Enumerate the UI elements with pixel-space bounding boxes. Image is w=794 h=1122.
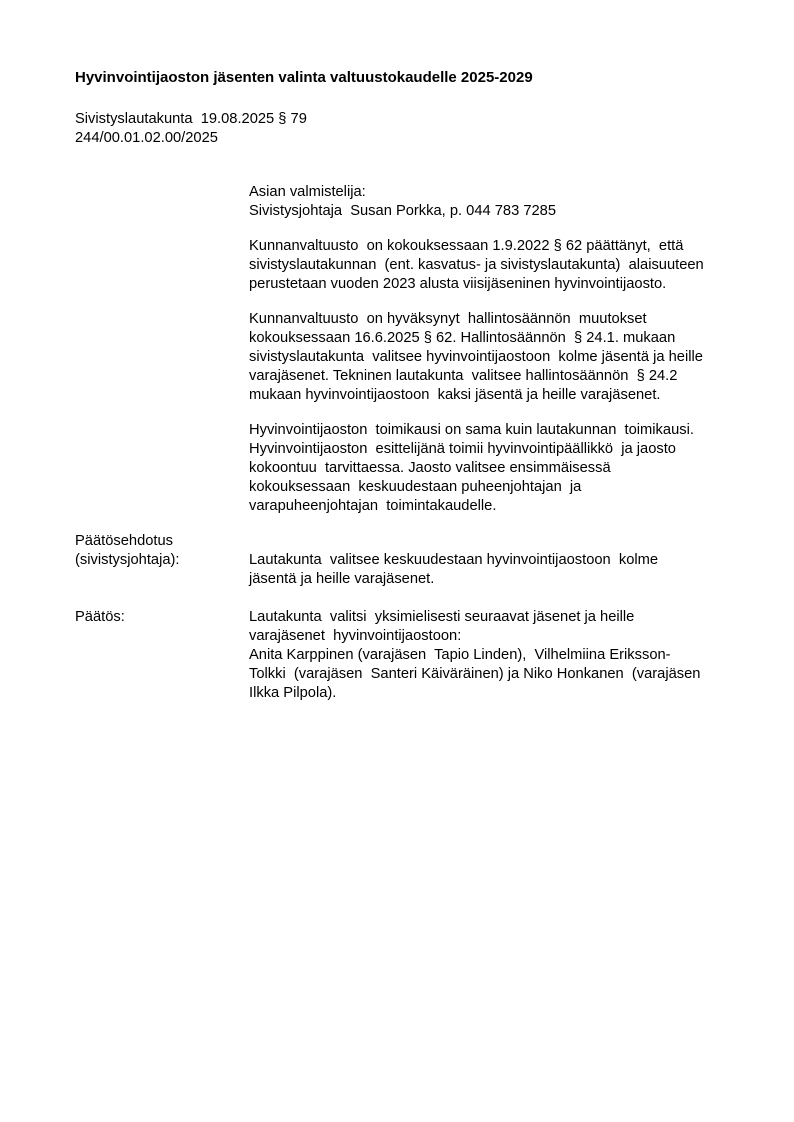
decision-row — [75, 608, 755, 703]
decision-text: Lautakunta valitsi yksimielisesti seuraavat jäsenet ja heille varajäsenet hyvinvointijaostoon: Anita Karppinen (varajäsen Tapio Linden), Vilhelmiina Eriksson- Tolkki (varajäsen Santeri Käiväräinen) ja Niko Honkanen (varajäsen Ilkka Pilpola). — [249, 609, 701, 701]
committee-date-line: Sivistyslautakunta 19.08.2025 § 79 — [75, 111, 307, 127]
background-paragraph-3: Hyvinvointijaoston toimikausi on sama kuin lautakunnan toimikausi. Hyvinvointijaoston esittelijänä toimii hyvinvointipäällikkö ja jaosto kokoontuu tarvittaessa. Jaosto valitsee ensimmäisessä kokouksessaan keskuudestaan puheenjohtajan ja varapuheenjohtajan toimintakaudelle. — [249, 422, 694, 514]
background-paragraph-2: Kunnanvaltuusto on hyväksynyt hallintosäännön muutokset kokouksessaan 16.6.2025 § 62. Hallintosäännön § 24.1. mukaan sivistyslautakunta valitsee hyvinvointijaostoon kolme jäsentä ja heille varajäsenet. Tekninen lautakunta valitsee hallintosäännön § 24.2 mukaan hyvinvointijaostoon kaksi jäsentä ja heille varajäsenet. — [249, 311, 703, 403]
decision-proposal-label: Päätösehdotus (sivistysjohtaja): — [75, 533, 180, 568]
background-paragraph-1: Kunnanvaltuusto on kokouksessaan 1.9.2022 § 62 päättänyt, että sivistyslautakunnan (ent. kasvatus- ja sivistyslautakunta) alaisuuteen perustetaan vuoden 2023 alusta viisijäseninen hyvinvointijaosto. — [249, 238, 704, 292]
decision-label: Päätös: — [75, 609, 125, 625]
document-header — [75, 110, 755, 148]
decision-proposal-text: Lautakunta valitsee keskuudestaan hyvinvointijaostoon kolme jäsentä ja heille varajäsenet. — [249, 552, 659, 587]
document-title: Hyvinvointijaoston jäsenten valinta valtuustokaudelle 2025-2029 — [75, 69, 533, 86]
document-body — [249, 183, 755, 516]
case-number: 244/00.01.02.00/2025 — [75, 130, 218, 146]
decision-proposal-row — [75, 532, 755, 589]
preparer-paragraph: Asian valmistelija: Sivistysjohtaja Susan Porkka, p. 044 783 7285 — [249, 184, 556, 219]
document-page — [75, 68, 755, 703]
